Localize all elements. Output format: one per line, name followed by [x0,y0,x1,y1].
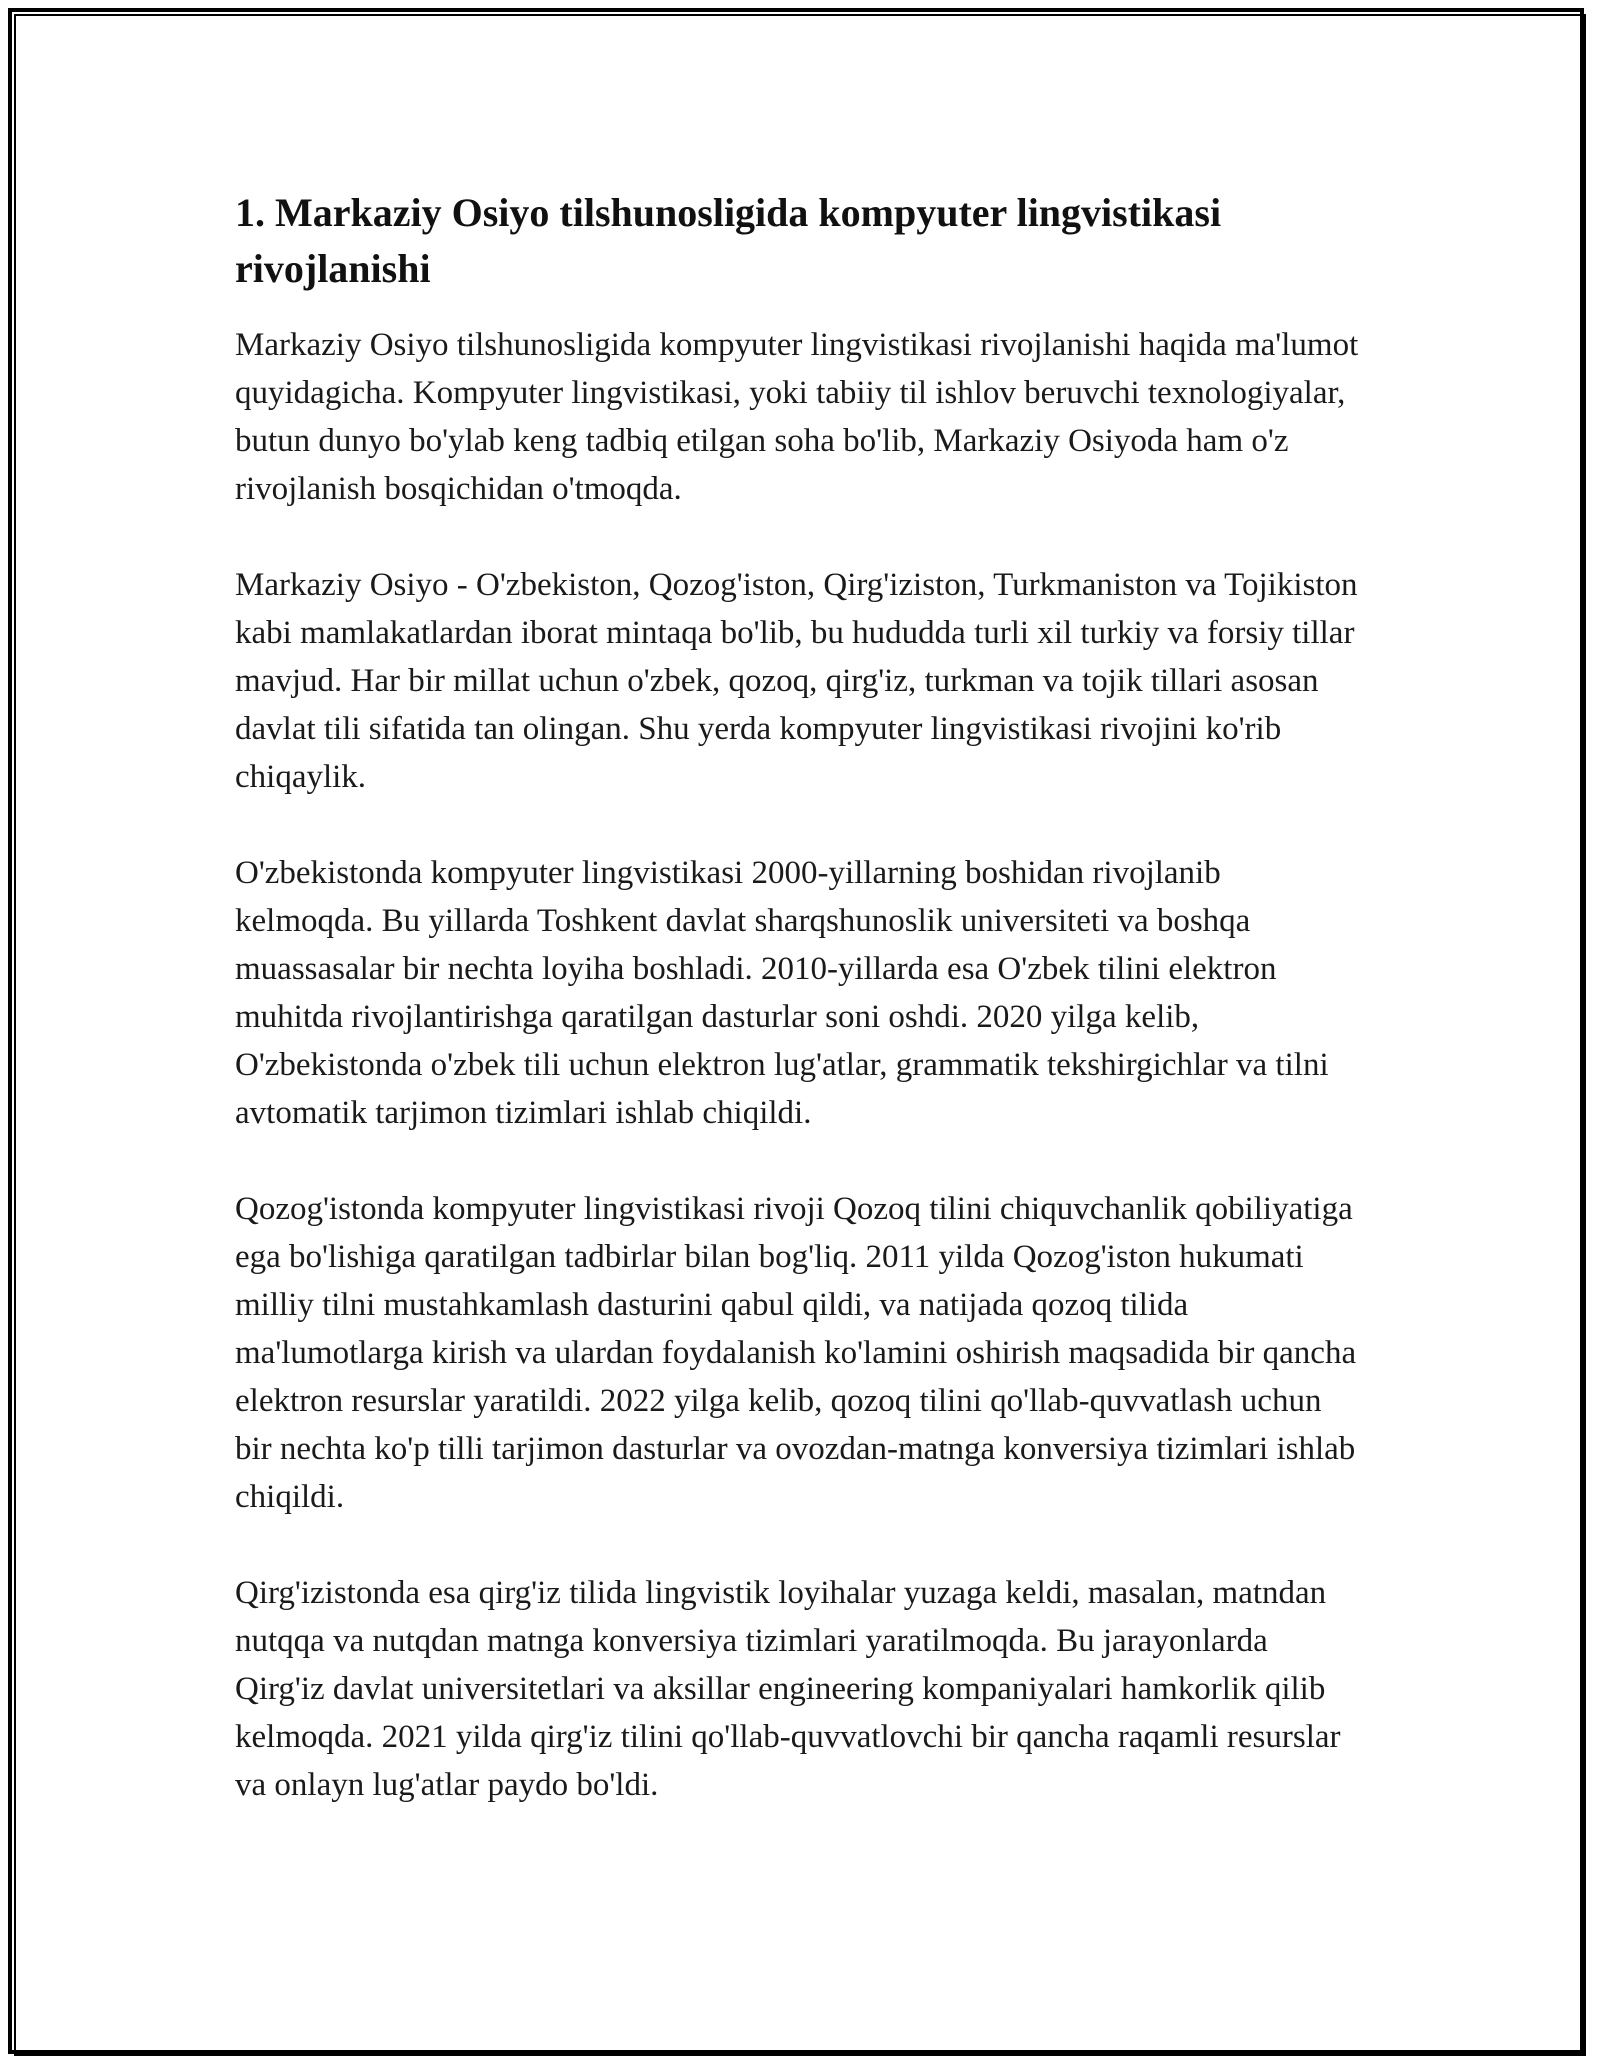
document-title: 1. Markaziy Osiyo tilshunosligida kompyuter lingvistikasi rivojlanishi [235,190,1222,291]
paragraph-region: Markaziy Osiyo - O'zbekiston, Qozog'iston, Qirg'iziston, Turkmaniston va Tojikiston kabi mamlakatlardan iborat mintaqa bo'lib, bu hududda turli xil turkiy va forsiy tillar mavjud. Har bir millat uchun o'zbek, qozoq, qirg'iz, turkman va tojik tillari asosan davlat tili sifatida tan olingan. Shu yerda kompyuter lingvistikasi rivojini ko'rib chiqaylik. [235,567,1358,795]
paragraph-kyrgyzstan: Qirg'izistonda esa qirg'iz tilida lingvistik loyihalar yuzaga keldi, masalan, matndan nutqqa va nutqdan matnga konversiya tizimlari yaratilmoqda. Bu jarayonlarda Qirg'iz davlat universitetlari va aksillar engineering kompaniyalari hamkorlik qilib kelmoqda. 2021 yilda qirg'iz tilini qo'llab-quvvatlovchi bir qancha raqamli resurslar va onlayn lug'atlar paydo bo'ldi. [235,1575,1341,1803]
paragraph-intro: Markaziy Osiyo tilshunosligida kompyuter lingvistikasi rivojlanishi haqida ma'lumot quyidagicha. Kompyuter lingvistikasi, yoki tabiiy til ishlov beruvchi texnologiyalar, butun dunyo bo'ylab keng tadbiq etilgan soha bo'lib, Markaziy Osiyoda ham o'z rivojlanish bosqichidan o'tmoqda. [235,327,1359,507]
paragraph-kazakhstan: Qozog'istonda kompyuter lingvistikasi rivoji Qozoq tilini chiquvchanlik qobiliyatiga ega bo'lishiga qaratilgan tadbirlar bilan bog'liq. 2011 yilda Qozog'iston hukumati milliy tilni mustahkamlash dasturini qabul qildi, va natijada qozoq tilida ma'lumotlarga kirish va ulardan foydalanish ko'lamini oshirish maqsadida bir qancha elektron resurslar yaratildi. 2022 yilga kelib, qozoq tilini qo'llab-quvvatlash uchun bir nechta ko'p tilli tarjimon dasturlar va ovozdan-matnga konversiya tizimlari ishlab chiqildi. [235,1191,1357,1515]
paragraph-uzbekistan: O'zbekistonda kompyuter lingvistikasi 2000-yillarning boshidan rivojlanib kelmoqda. Bu yillarda Toshkent davlat sharqshunoslik universiteti va boshqa muassasalar bir nechta loyiha boshladi. 2010-yillarda esa O'zbek tilini elektron muhitda rivojlantirishga qaratilgan dasturlar soni oshdi. 2020 yilga kelib, O'zbekistonda o'zbek tili uchun elektron lug'atlar, grammatik tekshirgichlar va tilni avtomatik tarjimon tizimlari ishlab chiqildi. [235,855,1329,1131]
document-body [235,185,1365,1857]
